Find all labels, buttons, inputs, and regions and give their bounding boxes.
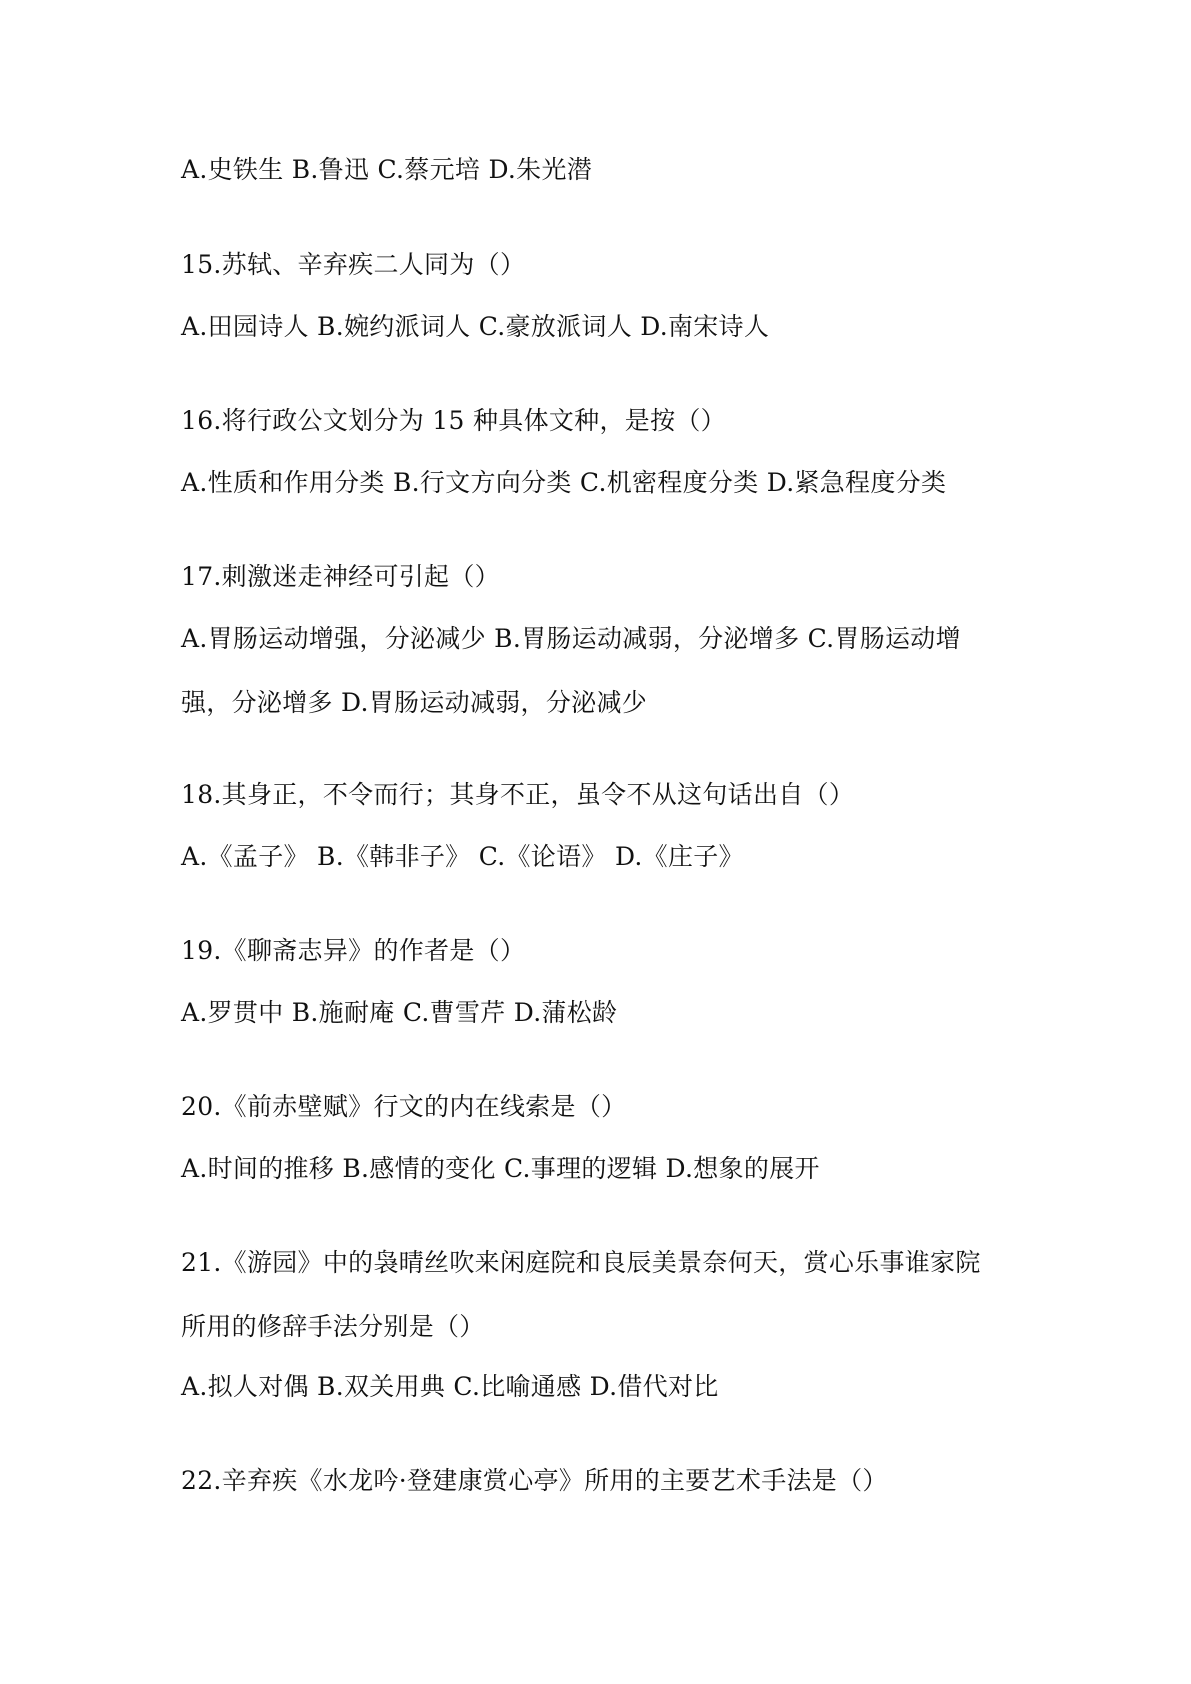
- option-line: A.拟人对偶 B.双关用典 C.比喻通感 D.借代对比: [181, 1372, 719, 1401]
- option-line-continued: 强，分泌增多 D.胃肠运动减弱，分泌减少: [181, 688, 648, 717]
- option-line: A.时间的推移 B.感情的变化 C.事理的逻辑 D.想象的展开: [181, 1154, 820, 1183]
- question-17: 17.刺激迷走神经可引起（）: [181, 562, 500, 591]
- question-18: 18.其身正，不令而行；其身不正，虽令不从这句话出自（）: [181, 780, 855, 809]
- option-line: A.胃肠运动增强，分泌减少 B.胃肠运动减弱，分泌增多 C.胃肠运动增: [181, 624, 961, 653]
- option-line: A.田园诗人 B.婉约派词人 C.豪放派词人 D.南宋诗人: [181, 312, 770, 341]
- question-20: 20.《前赤壁赋》行文的内在线索是（）: [181, 1092, 627, 1121]
- question-16: 16.将行政公文划分为 15 种具体文种，是按（）: [181, 406, 726, 435]
- question-15: 15.苏轼、辛弃疾二人同为（）: [181, 250, 526, 279]
- question-21-continued: 所用的修辞手法分别是（）: [181, 1312, 485, 1341]
- option-line: A.罗贯中 B.施耐庵 C.曹雪芹 D.蒲松龄: [181, 998, 618, 1027]
- question-21: 21.《游园》中的袅晴丝吹来闲庭院和良辰美景奈何天，赏心乐事谁家院: [181, 1248, 981, 1277]
- question-19: 19.《聊斋志异》的作者是（）: [181, 936, 526, 965]
- question-22: 22.辛弃疾《水龙吟·登建康赏心亭》所用的主要艺术手法是（）: [181, 1466, 888, 1495]
- option-line: A.史铁生 B.鲁迅 C.蔡元培 D.朱光潜: [181, 155, 593, 184]
- option-line: A.《孟子》 B.《韩非子》 C.《论语》 D.《庄子》: [181, 842, 744, 871]
- option-line: A.性质和作用分类 B.行文方向分类 C.机密程度分类 D.紧急程度分类: [181, 468, 947, 497]
